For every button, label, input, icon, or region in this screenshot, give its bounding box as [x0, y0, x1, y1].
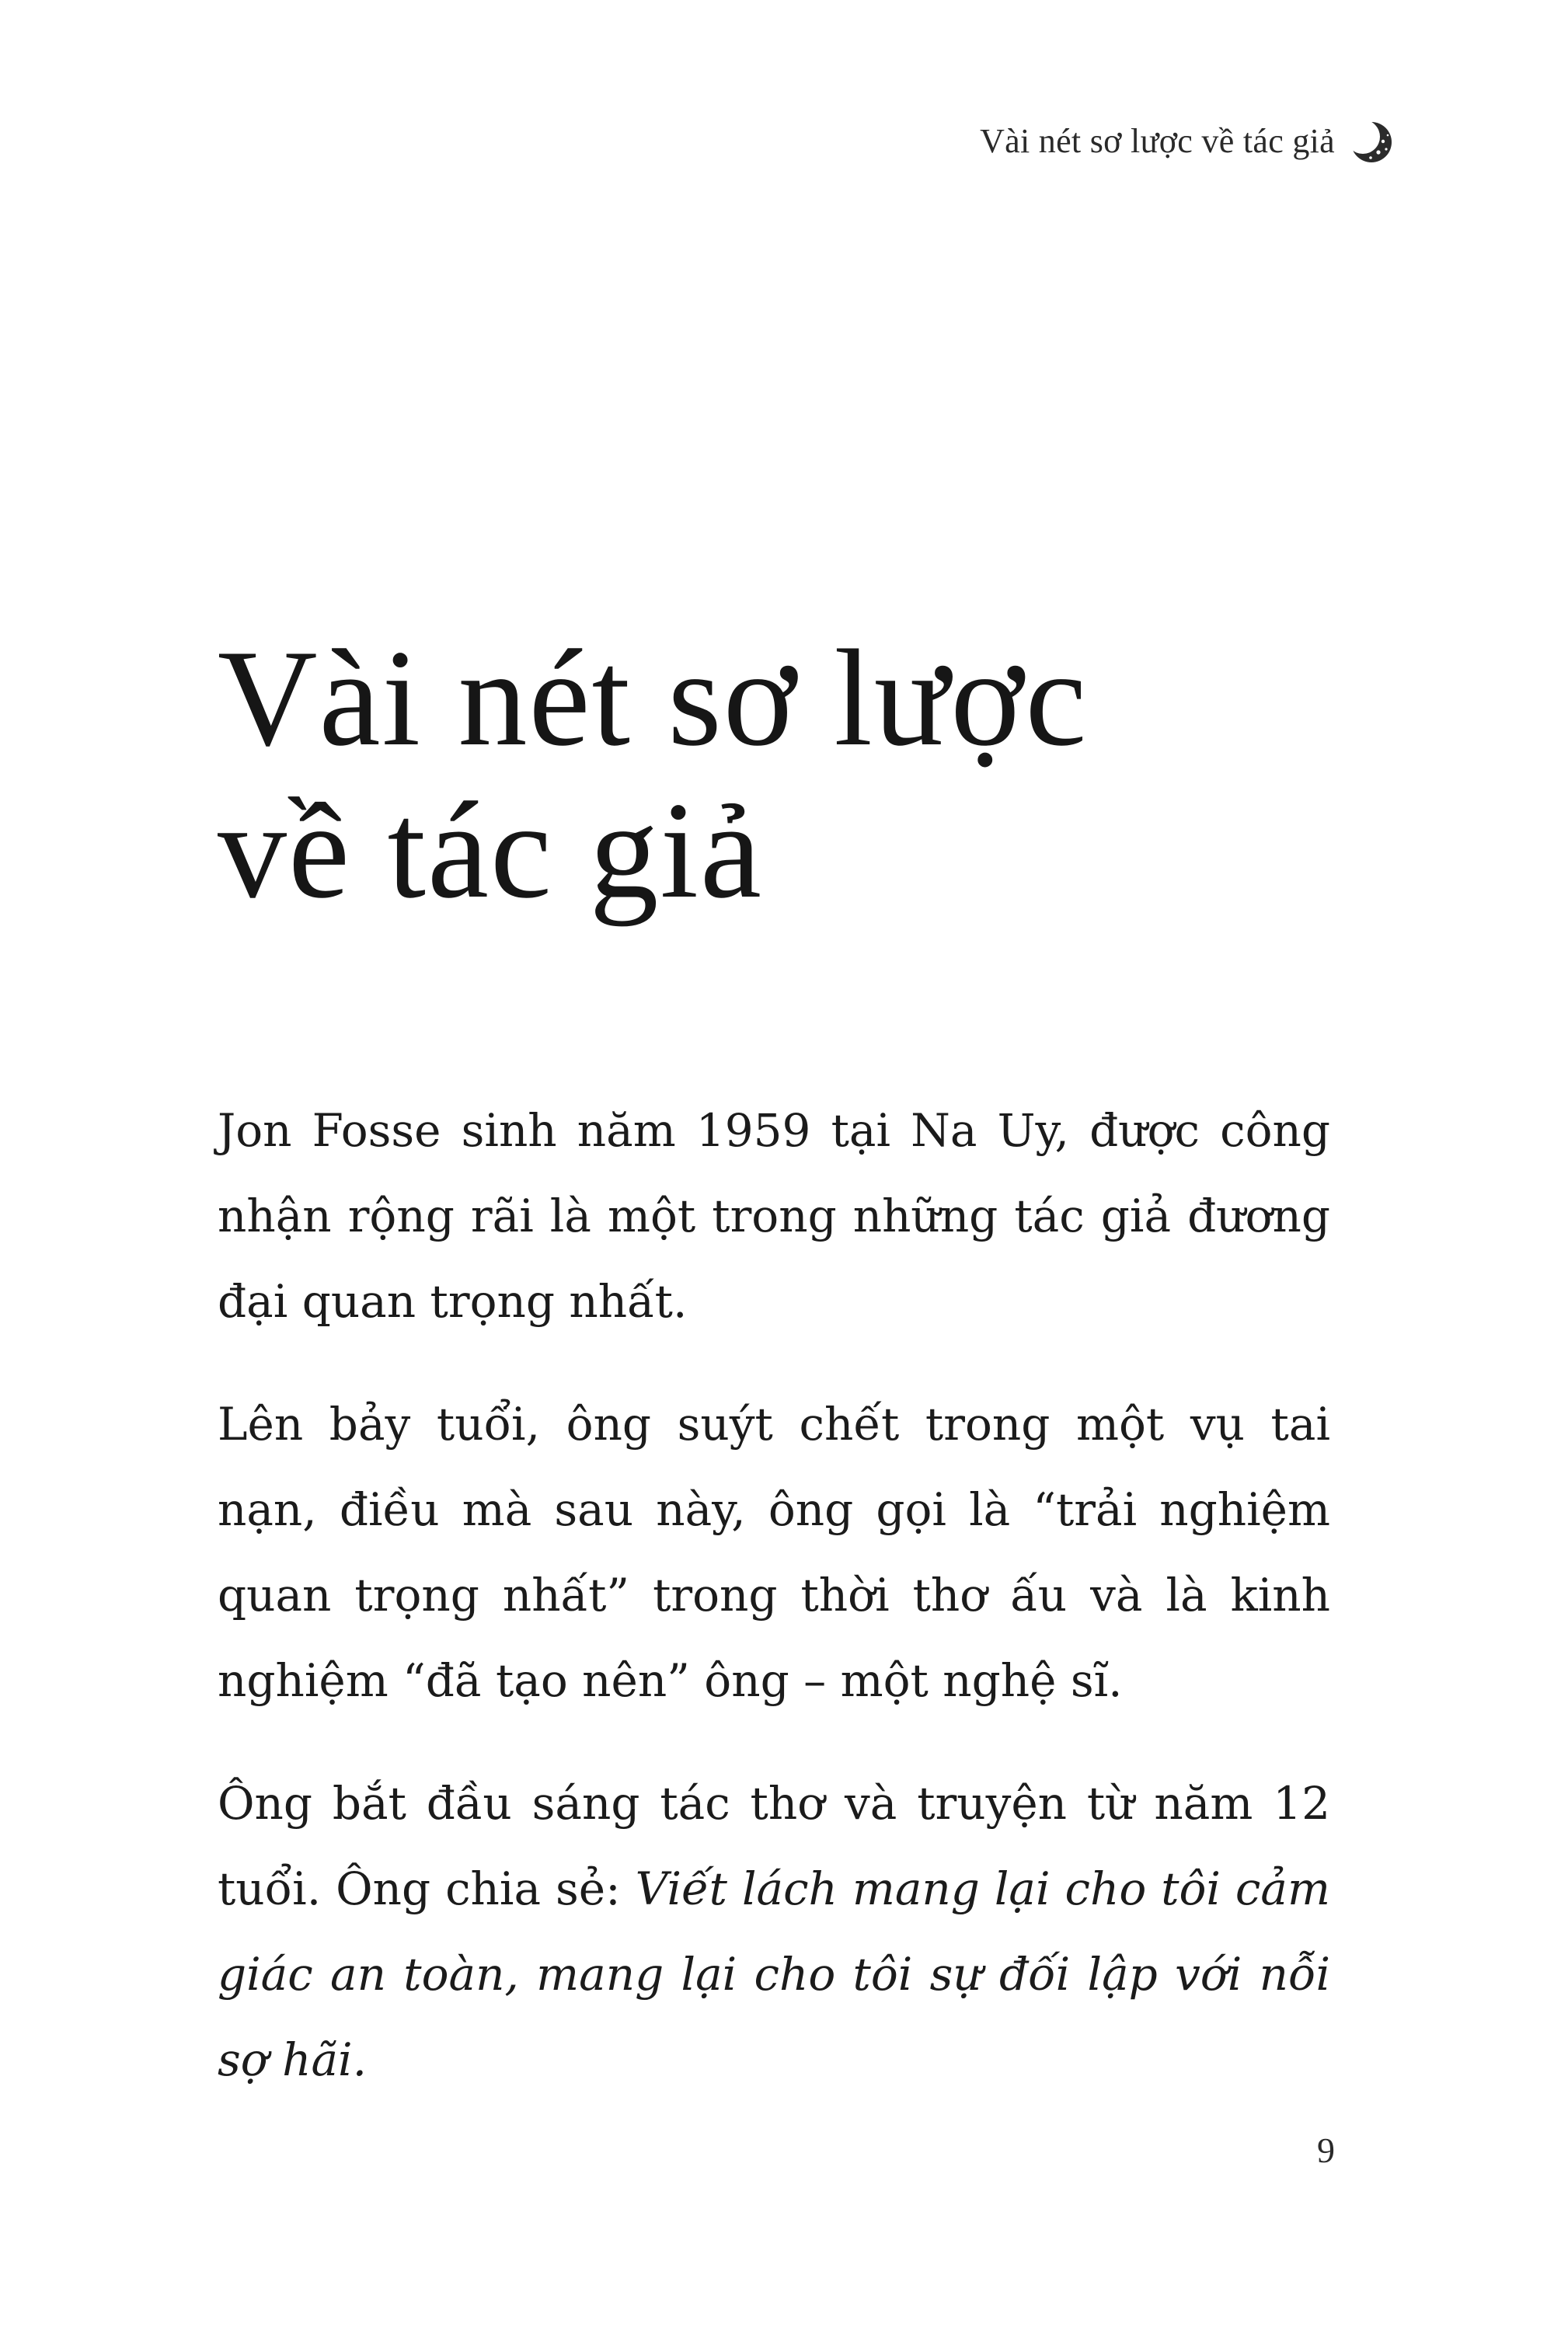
running-header-title: Vài nét sơ lược về tác giả	[980, 122, 1335, 160]
crescent-moon-icon	[1347, 118, 1396, 166]
page-number: 9	[1317, 2130, 1335, 2170]
paragraph-birth: Jon Fosse sinh năm 1959 tại Na Uy, được công nhận rộng rãi là một trong những tác giả đương đại quan trọng nhất.	[218, 1104, 1330, 1328]
chapter-title-line-2: về tác giả	[218, 773, 763, 927]
chapter-title-line-1: Vài nét sơ lược	[218, 621, 1089, 775]
chapter-title	[218, 622, 1383, 926]
paragraph-writing-start-text: Ông bắt đầu sáng tác thơ và truyện từ năm 12 tuổi. Ông chia sẻ:	[218, 1777, 1330, 1915]
paragraph-writing-start	[218, 1761, 1330, 2102]
paragraph-accident: Lên bảy tuổi, ông suýt chết trong một vụ tai nạn, điều mà sau này, ông gọi là “trải nghiệm quan trọng nhất” trong thời thơ ấu và là kinh nghiệm “đã tạo nên” ông – một nghệ sĩ.	[218, 1398, 1330, 1707]
quote-italic: Viết lách mang lại cho tôi cảm giác an toàn, mang lại cho tôi sự đối lập với nỗi sợ hãi.	[218, 1862, 1330, 2086]
body-text	[218, 1088, 1330, 2140]
